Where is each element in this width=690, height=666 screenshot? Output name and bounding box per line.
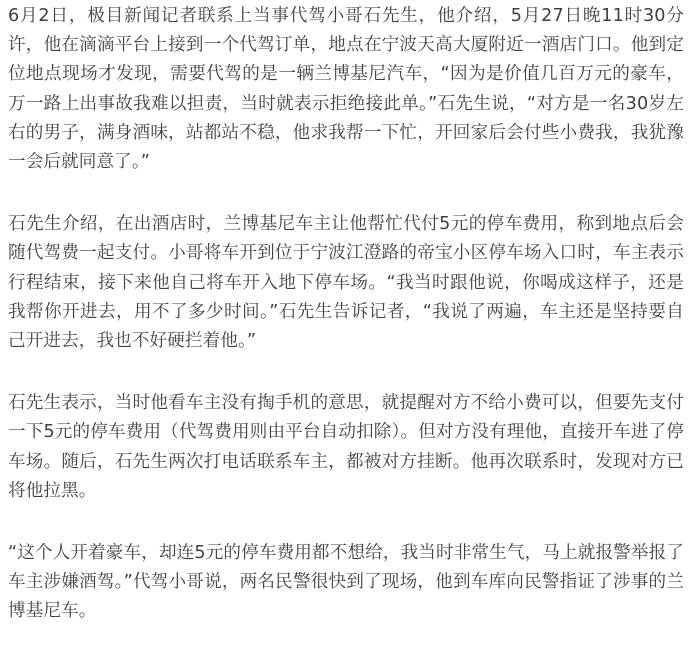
article-paragraph-1: 6月2日，极目新闻记者联系上当事代驾小哥石先生，他介绍，5月27日晚11时30分许，他在滴滴平台上接到一个代驾订单，地点在宁波天高大厦附近一酒店门口。他到定位地点现场才发现，需要代驾的是一辆兰博基尼汽车，“因为是价值几百万元的豪车，万一路上出事故我难以担责，当时就表示拒绝接此单。”石先生说，“对方是一名30岁左右的男子，满身酒味，站都站不稳，他求我帮一下忙，开回家后会付些小费我，我犹豫一会后就同意了。”: [8, 6, 684, 173]
article-paragraph-2: 石先生介绍，在出酒店时，兰博基尼车主让他帮忙代付5元的停车费用，称到地点后会随代驾费一起支付。小哥将车开到位于宁波江澄路的帝宝小区停车场入口时，车主表示行程结束，接下来他自己将车开入地下停车场。“我当时跟他说，你喝成这样子，还是我帮你开进去，用不了多少时间。”石先生告诉记者，“我说了两遍，车主还是坚持要自己开进去，我也不好硬拦着他。”: [8, 214, 684, 352]
article-paragraph-4: “这个人开着豪车，却连5元的停车费用都不想给，我当时非常生气，马上就报警举报了车主涉嫌酒驾。”代驾小哥说，两名民警很快到了现场，他到车库向民警指证了涉事的兰博基尼车。: [8, 543, 684, 622]
article-paragraph-3: 石先生表示，当时他看车主没有掏手机的意思，就提醒对方不给小费可以，但要先支付一下5元的停车费用（代驾费用则由平台自动扣除）。但对方没有理他，直接开车进了停车场。随后，石先生两次打电话联系车主，都被对方挂断。他再次联系时，发现对方已将他拉黑。: [8, 393, 684, 501]
